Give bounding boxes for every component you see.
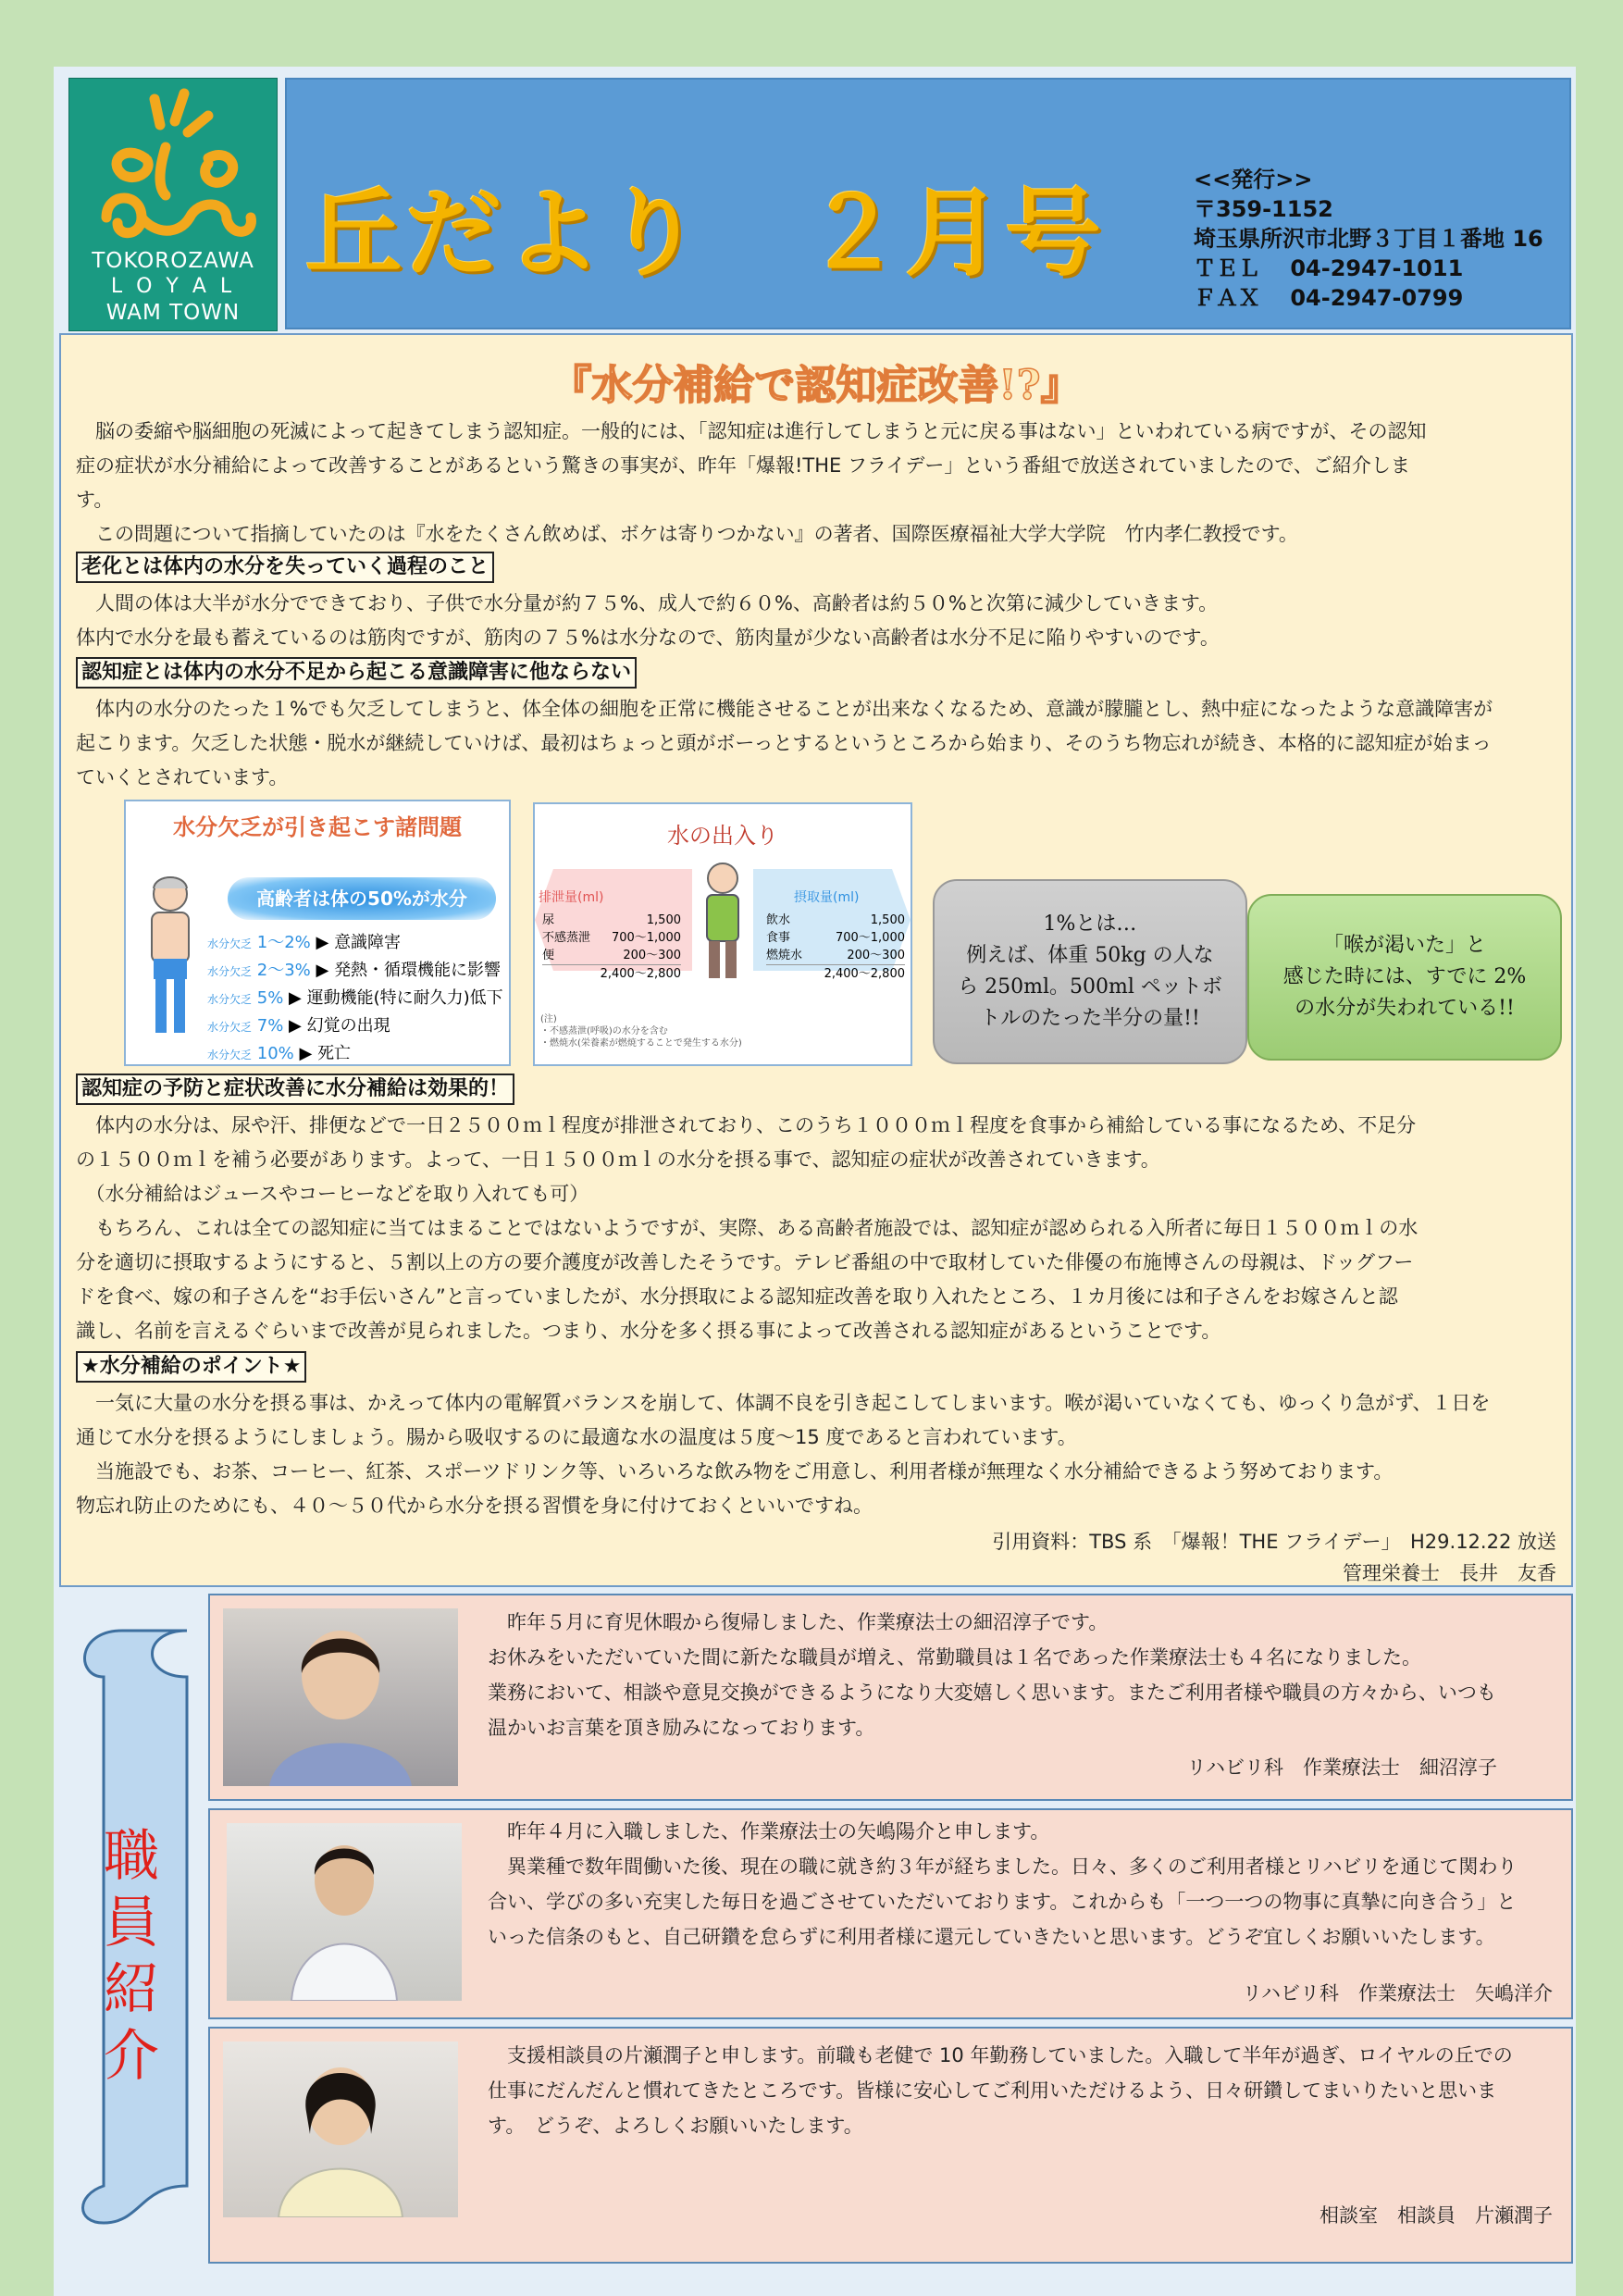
staff-signature: 相談室 相談員 片瀬潤子 [1319, 2204, 1553, 2227]
text-line: の１５００ｍｌを補う必要があります。よって、一日１５００ｍｌの水分を摂る事で、認知症の症状が改善されていきます。 [76, 1148, 1160, 1171]
logo-line-2: L O Y A L [110, 275, 236, 298]
row-effect: 発熱・循環機能に影響 [334, 961, 502, 980]
person-portrait-icon [223, 2042, 458, 2217]
fax-number: ＦＡＸ 04-2947-0799 [1194, 285, 1464, 311]
table-row [766, 947, 905, 964]
list-item: 水分欠乏 10% ▶ 死亡 [207, 1044, 352, 1063]
figure-notes [540, 1013, 742, 1049]
row-pct: 1〜2% [256, 933, 311, 952]
input-total: 2,400〜2,800 [766, 964, 905, 983]
callout-line: 感じた時には、すでに 2% [1282, 965, 1527, 988]
callout-line: トルのたった半分の量!! [980, 1007, 1200, 1030]
dementia-paragraph [76, 692, 1556, 795]
staff-card-hosonuma [208, 1594, 1573, 1801]
callout-line: 1%とは… [1043, 912, 1137, 936]
output-label: 排泄量(ml) [539, 890, 604, 905]
text-line: ていくとされています。 [76, 766, 289, 788]
row-pct: 5% [256, 988, 284, 1008]
row-value: 1,500 [646, 913, 681, 927]
row-effect: 幻覚の出現 [306, 1016, 390, 1036]
text-line: 温かいお言葉を頂き励みになっております。 [488, 1717, 875, 1739]
facility-logo [68, 78, 278, 331]
text-line: お休みをいただいていた間に新たな職員が増え、常勤職員は１名であった作業療法士も４名になりました。 [488, 1646, 1422, 1669]
row-pct: 10% [256, 1044, 294, 1063]
text-line: 起こります。欠乏した状態・脱水が継続していけば、最初はちょっと頭がボーっとするというところから始まり、そのうち物忘れが続き、本格的に認知症が始まっ [76, 732, 1492, 754]
list-item: 水分欠乏 2〜3% ▶ 発熱・循環機能に影響 [207, 961, 502, 980]
banner-elderly-water: 高齢者は体の50%が水分 [228, 877, 496, 920]
text-line: す。 どうぞ、よろしくお願いいたします。 [488, 2115, 863, 2137]
row-key: 便 [542, 949, 555, 962]
row-key: 不感蒸泄 [542, 931, 591, 945]
phone-number: ＴＥＬ 04-2947-1011 [1194, 255, 1464, 281]
note-line: ・燃焼水(栄養素が燃焼することで発生する水分) [540, 1038, 742, 1049]
staff-message [488, 1814, 1552, 1955]
callout-line: の水分が失われている!! [1295, 997, 1515, 1020]
row-prefix: 水分欠乏 [207, 965, 253, 978]
list-item: 水分欠乏 7% ▶ 幻覚の出現 [207, 1016, 390, 1036]
text-line: 通じて水分を摂るようにしましょう。腸から吸収するのに最適な水の温度は５度〜15 度であると言われています。 [76, 1426, 1077, 1448]
table-row [542, 929, 681, 947]
staff-intro-label: 職員紹介 [104, 1824, 159, 2089]
row-value: 700〜1,000 [835, 931, 905, 945]
text-line: 体内の水分のたった１%でも欠乏してしまうと、体全体の細胞を正常に機能させることが出来なくなるため、意識が朦朧とし、熱中症になったような意識障害が [76, 698, 1493, 720]
publisher-label: <<発行>> [1194, 167, 1313, 192]
dehydration-list [207, 929, 503, 1068]
text-line: 人間の体は大半が水分でできており、子供で水分量が約７５%、成人で約６０%、高齢者は約５０%と次第に減少していきます。 [76, 592, 1219, 614]
row-prefix: 水分欠乏 [207, 993, 253, 1006]
row-prefix: 水分欠乏 [207, 1049, 253, 1061]
table-row [542, 912, 681, 929]
row-value: 200〜300 [623, 949, 681, 962]
section-heading-aging: 老化とは体内の水分を失っていく過程のこと [76, 552, 494, 583]
one-percent-callout [933, 879, 1247, 1064]
sun-logo-icon [69, 79, 277, 264]
text-line: 異業種で数年間働いた後、現在の職に就き約３年が経ちました。日々、多くのご利用者様とリハビリを通じて関わり [488, 1855, 1518, 1878]
callout-line: ら 250ml。500ml ペットボ [958, 975, 1222, 999]
list-item: 水分欠乏 1〜2% ▶ 意識障害 [207, 933, 402, 952]
section-heading-prevention: 認知症の予防と症状改善に水分補給は効果的！ [76, 1074, 514, 1105]
postal-code: 〒359-1152 [1194, 196, 1333, 222]
prevention-paragraph [76, 1109, 1556, 1348]
person-portrait-icon [227, 1823, 462, 2001]
row-key: 燃焼水 [766, 949, 803, 962]
text-line: この問題について指摘していたのは『水をたくさん飲めば、ボケは寄りつかない』の著者、国際医療福祉大学大学院 竹内孝仁教授です。 [76, 523, 1298, 545]
text-line: ドを食べ、嫁の和子さんを“お手伝いさん”と言っていましたが、水分摂取による認知症改善を取り入れたところ、１カ月後には和子さんをお嫁さんと認 [76, 1285, 1398, 1308]
text-line: 分を適切に摂取するようにすると、５割以上の方の要介護度が改善したそうです。テレビ番組の中で取材していた俳優の布施博さんの母親は、ドッグフー [76, 1251, 1414, 1273]
staff-signature: リハビリ科 作業療法士 矢嶋洋介 [1242, 1982, 1553, 2004]
figure-title: 水分欠乏が引き起こす諸問題 [173, 814, 462, 840]
row-key: 飲水 [766, 913, 791, 927]
staff-photo [227, 1823, 462, 2001]
table-row [766, 929, 905, 947]
header-banner [285, 78, 1571, 329]
section-heading-dementia: 認知症とは体内の水分不足から起こる意識障害に他ならない [76, 657, 637, 689]
text-line: いった信条のもと、自己研鑽を怠らずに利用者様に還元していきたいと思います。どうぞ宜しくお願いいたします。 [488, 1926, 1495, 1948]
address: 埼玉県所沢市北野３丁目１番地 16 [1194, 226, 1543, 252]
staff-message [488, 2038, 1552, 2143]
staff-intro-tab [67, 1621, 194, 2232]
text-line: 業務において、相談や意見交換ができるようになり大変嬉しく思います。またご利用者様や職員の方々から、いつも [488, 1682, 1496, 1704]
intro-paragraph [76, 415, 1556, 552]
thirst-callout [1247, 894, 1562, 1061]
water-balance-figure [533, 802, 912, 1066]
main-article [59, 333, 1573, 1587]
text-line: 仕事にだんだんと慣れてきたところです。皆様に安心してご利用いただけるよう、日々研鑽してまいりたいと思いま [488, 2079, 1497, 2102]
text-line: 一気に大量の水分を摂る事は、かえって体内の電解質バランスを崩して、体調不良を引き起こしてしまいます。喉が渇いていなくても、ゆっくり急がず、１日を [76, 1392, 1491, 1414]
points-paragraph [76, 1386, 1556, 1523]
note-line: ・不感蒸泄(呼吸)の水分を含む [540, 1026, 668, 1036]
aging-paragraph [76, 587, 1556, 655]
article-title: 『水分補給で認知症改善!?』 [551, 362, 1082, 409]
text-line: 昨年４月に入職しました、作業療法士の矢嶋陽介と申します。 [488, 1820, 1050, 1843]
output-table [542, 912, 681, 983]
staff-photo [223, 2042, 458, 2217]
text-line: 体内の水分は、尿や汗、排便などで一日２５００ｍｌ程度が排泄されており、このうち１０００ｍｌ程度を食事から補給している事になるため、不足分 [76, 1114, 1417, 1136]
staff-signature: リハビリ科 作業療法士 細沼淳子 [1186, 1756, 1497, 1779]
staff-card-katase [208, 2027, 1573, 2264]
row-prefix: 水分欠乏 [207, 937, 253, 950]
table-row [766, 912, 905, 929]
note-line: (注) [540, 1014, 557, 1024]
row-effect: 意識障害 [334, 933, 402, 952]
output-total: 2,400〜2,800 [542, 964, 681, 983]
text-line: 支援相談員の片瀬潤子と申します。前職も老健で 10 年勤務していました。入職して半年が過ぎ、ロイヤルの丘での [488, 2044, 1513, 2066]
row-key: 食事 [766, 931, 791, 945]
text-line: 脳の委縮や脳細胞の死滅によって起きてしまう認知症。一般的には、「認知症は進行してしまうと元に戻る事はない」といわれている病ですが、その認知 [76, 420, 1427, 442]
row-key: 尿 [542, 913, 555, 927]
issue-title: 丘だより ２月号 [305, 177, 1106, 290]
person-portrait-icon [223, 1608, 458, 1786]
staff-card-yajima [208, 1808, 1573, 2019]
callout-line: 「喉が渇いた」と [1322, 934, 1486, 957]
text-line: 症の症状が水分補給によって改善することがあるという驚きの事実が、昨年「爆報!THE フライデー」という番組で放送されていましたので、ご紹介しま [76, 454, 1410, 477]
row-pct: 2〜3% [256, 961, 311, 980]
section-heading-points: ★水分補給のポイント★ [76, 1351, 306, 1383]
elderly-person-icon [133, 868, 207, 1044]
dehydration-problems-figure [124, 800, 511, 1066]
text-line: 識し、名前を言えるぐらいまで改善が見られました。つまり、水分を多く摂る事によって改善される認知症があるということです。 [76, 1320, 1221, 1342]
text-line: 当施設でも、お茶、コーヒー、紅茶、スポーツドリンク等、いろいろな飲み物をご用意し、利用者様が無理なく水分補給できるよう努めております。 [76, 1460, 1394, 1483]
list-item: 水分欠乏 5% ▶ 運動機能(特に耐久力)低下 [207, 988, 503, 1008]
staff-photo [223, 1608, 458, 1786]
text-line: （水分補給はジュースやコーヒーなどを取り入れても可） [76, 1183, 589, 1205]
callout-line: 例えば、体重 50kg の人な [966, 944, 1214, 967]
row-effect: 運動機能(特に耐久力)低下 [306, 988, 503, 1008]
staff-message [488, 1605, 1552, 1745]
row-value: 200〜300 [847, 949, 905, 962]
row-prefix: 水分欠乏 [207, 1021, 253, 1034]
text-line: 体内で水分を最も蓄えているのは筋肉ですが、筋肉の７５%は水分なので、筋肉量が少ない高齢者は水分不足に陥りやすいのです。 [76, 627, 1220, 649]
input-table [766, 912, 905, 983]
text-line: もちろん、これは全ての認知症に当てはまることではないようですが、実際、ある高齢者施設では、認知症が認められる入所者に毎日１５００ｍｌの水 [76, 1217, 1419, 1239]
text-line: 物忘れ防止のためにも、４０〜５０代から水分を摂る習慣を身に付けておくといいですね。 [76, 1495, 873, 1517]
figure-title: 水の出入り [667, 823, 778, 849]
row-effect: 死亡 [317, 1044, 352, 1063]
article-author: 管理栄養士 長井 友香 [1343, 1562, 1556, 1584]
text-line: 合い、学びの多い充実した毎日を過ごさせていただいております。これからも「一つ一つの物事に真摯に向き合う」と [488, 1891, 1517, 1913]
citation: 引用資料：TBS 系 「爆報！THE フライデー」 H29.12.22 放送 [992, 1531, 1556, 1553]
text-line: す。 [76, 489, 114, 511]
logo-line-1: TOKOROZAWA [92, 249, 254, 273]
logo-line-3: WAM TOWN [105, 301, 241, 325]
row-value: 1,500 [870, 913, 905, 927]
row-value: 700〜1,000 [611, 931, 681, 945]
publisher-info [1194, 165, 1543, 313]
row-pct: 7% [256, 1016, 284, 1036]
input-label: 摂取量(ml) [794, 890, 860, 905]
table-row [542, 947, 681, 964]
text-line: 昨年５月に育児休暇から復帰しました、作業療法士の細沼淳子です。 [488, 1611, 1109, 1633]
